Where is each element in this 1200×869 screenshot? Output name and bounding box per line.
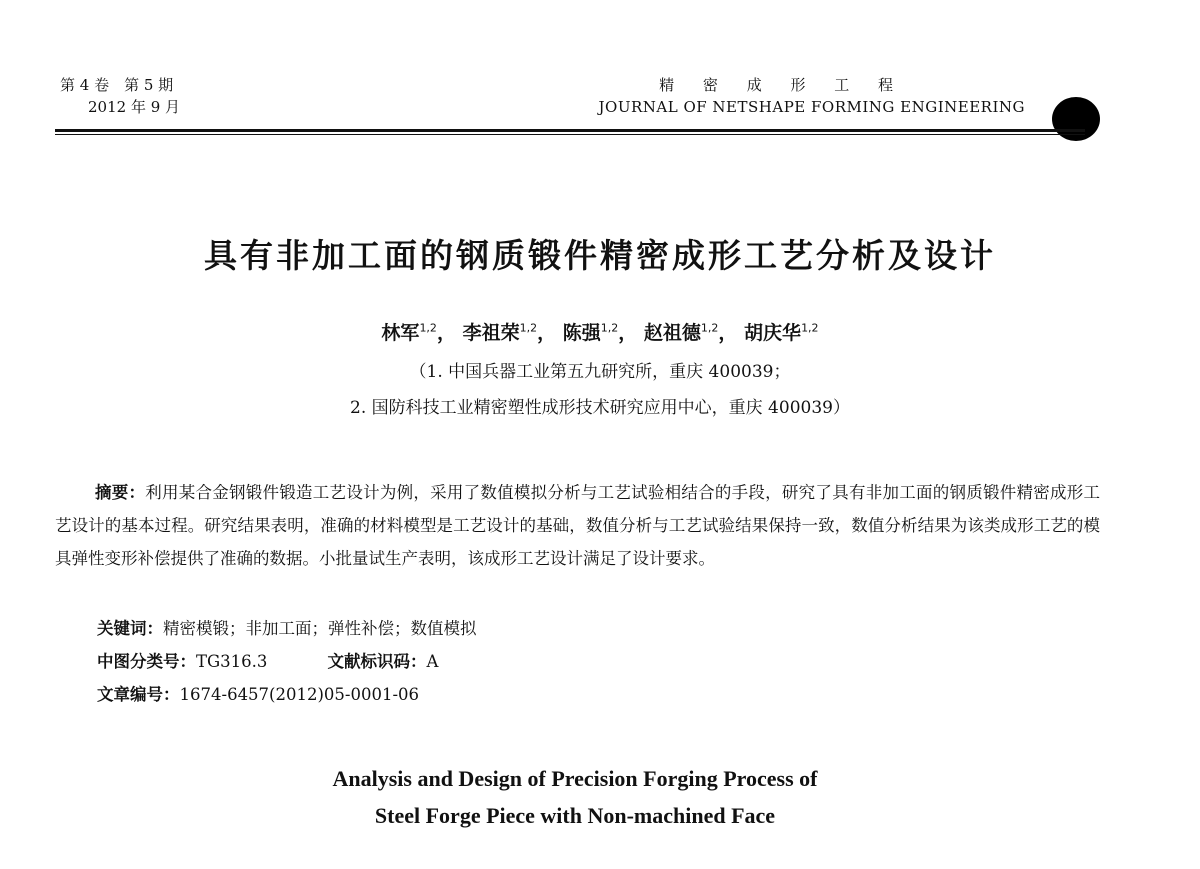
- header-rule-thin: [55, 134, 1085, 135]
- article-number-row: [97, 678, 419, 711]
- author-name: 陈强: [562, 322, 601, 344]
- author-name: 赵祖德: [643, 322, 701, 344]
- english-title-line-1: Analysis and Design of Precision Forging Process of: [332, 766, 818, 791]
- author-name: 李祖荣: [462, 322, 520, 344]
- abstract: [55, 476, 1100, 575]
- doc-code-label: 文献标识码：: [327, 652, 427, 671]
- author-list: [0, 318, 1200, 345]
- affiliation-line-2: 2. 国防科技工业精密塑性成形技术研究应用中心，重庆 400039）: [350, 398, 850, 418]
- keywords-text: 精密模锻；非加工面；弹性补偿；数值模拟: [163, 619, 477, 638]
- header-rule-thick: [55, 129, 1085, 132]
- doc-code-value: A: [426, 652, 439, 671]
- journal-name-cn: 精 密 成 形 工 程: [659, 76, 905, 94]
- journal-name: [599, 74, 1025, 118]
- author-affiliation-mark: 1,2: [519, 321, 538, 335]
- article-number-label: 文章编号：: [97, 685, 180, 704]
- keywords-label: 关键词：: [97, 619, 163, 638]
- paper-title: 具有非加工面的钢质锻件精密成形工艺分析及设计: [204, 236, 996, 275]
- article-number-value: 1674-6457(2012)05-0001-06: [179, 685, 420, 704]
- english-title-line-2: Steel Forge Piece with Non-machined Face: [374, 803, 776, 828]
- abstract-text: 利用某合金钢锻件锻造工艺设计为例，采用了数值模拟分析与工艺试验相结合的手段，研究了具有非加工面的钢质锻件精密成形工艺设计的基本过程。研究结果表明，准确的材料模型是工艺设计的基础，数值分析与工艺试验结果保持一致，数值分析结果为该类成形工艺的模具弹性变形补偿提供了准确的数据。小批量试生产表明，该成形工艺设计满足了设计要求。: [55, 483, 1101, 568]
- affiliation-line-1: （1. 中国兵器工业第五九研究所，重庆 400039；: [409, 362, 791, 382]
- author-affiliation-mark: 1,2: [801, 321, 819, 335]
- journal-name-en: JOURNAL OF NETSHAPE FORMING ENGINEERING: [598, 98, 1025, 116]
- issue-date: 2012 年 9 月: [88, 98, 181, 116]
- clc-label: 中图分类号：: [97, 652, 196, 671]
- author-affiliation-mark: 1,2: [700, 321, 719, 335]
- keywords: [97, 612, 477, 645]
- author-name: 胡庆华: [744, 322, 802, 344]
- abstract-label: 摘要：: [95, 483, 146, 502]
- author-separator: ，: [537, 322, 557, 344]
- journal-issue-info: [60, 74, 180, 118]
- clc-value: TG316.3: [196, 652, 268, 671]
- author-separator: ，: [436, 322, 456, 344]
- author-affiliation-mark: 1,2: [600, 321, 619, 335]
- volume-issue: 第 4 卷 第 5 期: [60, 76, 174, 94]
- classification-row: [97, 645, 438, 678]
- author-separator: ，: [618, 322, 638, 344]
- author-separator: ，: [718, 322, 738, 344]
- author-affiliation-mark: 1,2: [419, 321, 437, 335]
- author-name: 林军: [381, 322, 420, 344]
